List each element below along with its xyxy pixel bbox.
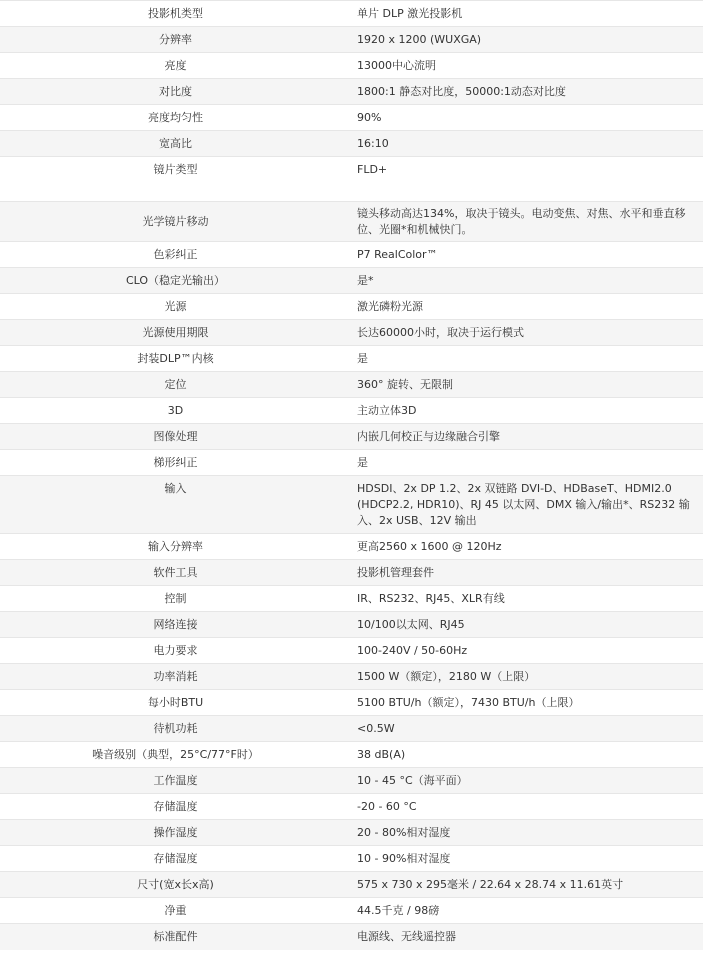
spec-value: 更高2560 x 1600 @ 120Hz xyxy=(351,534,703,560)
spec-label: 噪音级别（典型，25°C/77°F时） xyxy=(0,742,351,768)
table-row xyxy=(0,846,703,872)
table-row xyxy=(0,372,703,398)
spec-value: 5100 BTU/h（额定），7430 BTU/h（上限） xyxy=(351,690,703,716)
table-row xyxy=(0,294,703,320)
table-row xyxy=(0,768,703,794)
table-row xyxy=(0,476,703,534)
spec-label: 宽高比 xyxy=(0,131,351,157)
spec-label: 图像处理 xyxy=(0,424,351,450)
spec-value: 16:10 xyxy=(351,131,703,157)
spec-label: 电力要求 xyxy=(0,638,351,664)
spec-value: HDSDI、2x DP 1.2、2x 双链路 DVI-D、HDBaseT、HDMI2.0 (HDCP2.2, HDR10)、RJ 45 以太网、DMX 输入/输出*、RS232 输入、2x USB、12V 输出 xyxy=(351,476,703,534)
spec-label: 标准配件 xyxy=(0,924,351,950)
table-row xyxy=(0,586,703,612)
spec-value: -20 - 60 °C xyxy=(351,794,703,820)
spec-value: 单片 DLP 激光投影机 xyxy=(351,1,703,27)
spec-value: <0.5W xyxy=(351,716,703,742)
table-row xyxy=(0,1,703,27)
spec-label: 分辨率 xyxy=(0,27,351,53)
spec-label: 镜片类型 xyxy=(0,157,351,202)
spec-value: 是* xyxy=(351,268,703,294)
spec-label: 软件工具 xyxy=(0,560,351,586)
spec-label: 净重 xyxy=(0,898,351,924)
spec-label: 3D xyxy=(0,398,351,424)
table-row xyxy=(0,820,703,846)
spec-value: 主动立体3D xyxy=(351,398,703,424)
spec-value: 激光磷粉光源 xyxy=(351,294,703,320)
table-row xyxy=(0,638,703,664)
spec-label: 梯形纠正 xyxy=(0,450,351,476)
spec-label: 存储温度 xyxy=(0,794,351,820)
spec-value: 44.5千克 / 98磅 xyxy=(351,898,703,924)
spec-label: 待机功耗 xyxy=(0,716,351,742)
spec-value: 1500 W（额定），2180 W（上限） xyxy=(351,664,703,690)
spec-label: 输入分辨率 xyxy=(0,534,351,560)
spec-label: 存储湿度 xyxy=(0,846,351,872)
table-row xyxy=(0,27,703,53)
spec-label: 操作湿度 xyxy=(0,820,351,846)
spec-label: 色彩纠正 xyxy=(0,242,351,268)
table-row xyxy=(0,320,703,346)
spec-value: IR、RS232、RJ45、XLR有线 xyxy=(351,586,703,612)
table-row xyxy=(0,924,703,950)
spec-value: 长达60000小时，取决于运行模式 xyxy=(351,320,703,346)
spec-label: 尺寸(宽x长x高) xyxy=(0,872,351,898)
spec-label: 光源 xyxy=(0,294,351,320)
table-row xyxy=(0,872,703,898)
table-row xyxy=(0,424,703,450)
table-row xyxy=(0,690,703,716)
table-row xyxy=(0,560,703,586)
spec-label: 控制 xyxy=(0,586,351,612)
table-row xyxy=(0,398,703,424)
table-row xyxy=(0,202,703,242)
table-row xyxy=(0,242,703,268)
spec-value: 360° 旋转、无限制 xyxy=(351,372,703,398)
table-row xyxy=(0,794,703,820)
spec-value: 1920 x 1200 (WUXGA) xyxy=(351,27,703,53)
spec-label: 每小时BTU xyxy=(0,690,351,716)
spec-value: 电源线、无线遥控器 xyxy=(351,924,703,950)
spec-label: 光学镜片移动 xyxy=(0,202,351,242)
spec-value: 10 - 90%相对湿度 xyxy=(351,846,703,872)
spec-value: 是 xyxy=(351,450,703,476)
spec-label: 对比度 xyxy=(0,79,351,105)
spec-value: 内嵌几何校正与边缘融合引擎 xyxy=(351,424,703,450)
spec-label: CLO（稳定光输出） xyxy=(0,268,351,294)
table-row xyxy=(0,664,703,690)
table-row xyxy=(0,612,703,638)
table-row xyxy=(0,131,703,157)
table-row xyxy=(0,534,703,560)
table-row xyxy=(0,346,703,372)
spec-value: 投影机管理套件 xyxy=(351,560,703,586)
spec-label: 封装DLP™内核 xyxy=(0,346,351,372)
spec-label: 投影机类型 xyxy=(0,1,351,27)
spec-label: 工作温度 xyxy=(0,768,351,794)
spec-value: 100-240V / 50-60Hz xyxy=(351,638,703,664)
table-row xyxy=(0,79,703,105)
spec-label: 光源使用期限 xyxy=(0,320,351,346)
spec-label: 网络连接 xyxy=(0,612,351,638)
spec-label: 亮度 xyxy=(0,53,351,79)
spec-value: P7 RealColor™ xyxy=(351,242,703,268)
table-row xyxy=(0,716,703,742)
table-row xyxy=(0,450,703,476)
table-row xyxy=(0,898,703,924)
spec-value: 20 - 80%相对湿度 xyxy=(351,820,703,846)
spec-value: 575 x 730 x 295毫米 / 22.64 x 28.74 x 11.61英寸 xyxy=(351,872,703,898)
spec-value: 是 xyxy=(351,346,703,372)
spec-value: 10 - 45 °C（海平面） xyxy=(351,768,703,794)
table-row xyxy=(0,105,703,131)
spec-value: 10/100以太网、RJ45 xyxy=(351,612,703,638)
spec-value: 镜头移动高达134%，取决于镜头。电动变焦、对焦、水平和垂直移位、光圈*和机械快门。 xyxy=(351,202,703,242)
spec-value: 13000中心流明 xyxy=(351,53,703,79)
spec-value: 1800:1 静态对比度，50000:1动态对比度 xyxy=(351,79,703,105)
spec-label: 功率消耗 xyxy=(0,664,351,690)
table-row xyxy=(0,157,703,202)
table-row xyxy=(0,268,703,294)
spec-label: 亮度均匀性 xyxy=(0,105,351,131)
spec-value: FLD+ xyxy=(351,157,703,202)
spec-label: 输入 xyxy=(0,476,351,534)
table-row xyxy=(0,742,703,768)
spec-value: 38 dB(A) xyxy=(351,742,703,768)
spec-value: 90% xyxy=(351,105,703,131)
spec-label: 定位 xyxy=(0,372,351,398)
table-row xyxy=(0,53,703,79)
